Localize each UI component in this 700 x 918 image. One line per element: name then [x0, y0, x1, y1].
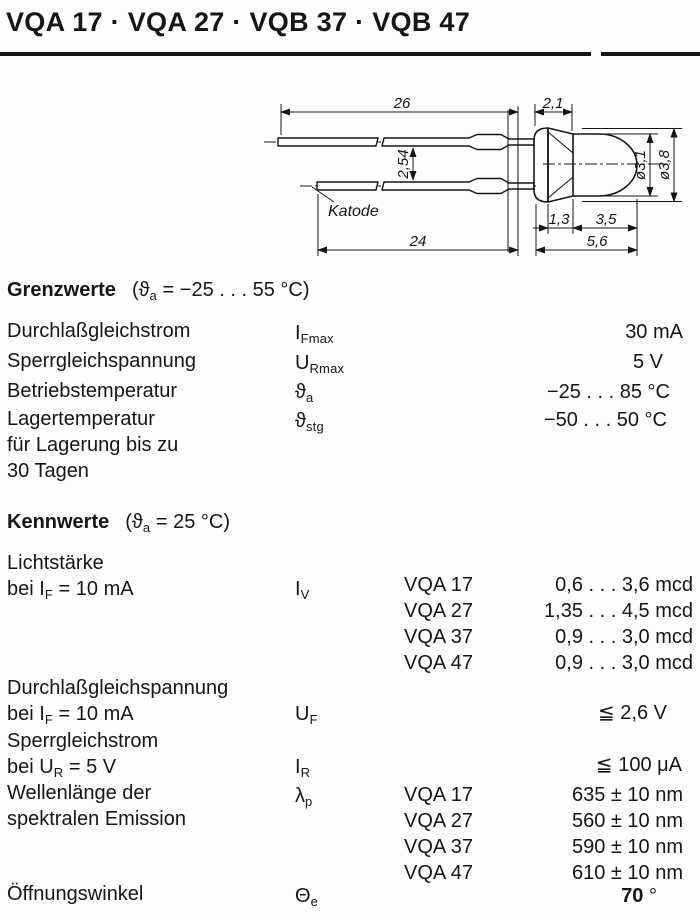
char-row-label: Sperrgleichstrom [7, 730, 159, 752]
type-label: VQA 27 [404, 600, 473, 622]
limits-row-symbol: $ϑ_a$ [295, 381, 314, 405]
type-label: VQA 37 [404, 626, 473, 648]
limits-row-label: Betriebstemperatur [7, 380, 178, 402]
char-row-symbol: $U_F$ [295, 703, 318, 727]
char-row-value: 70 ° [621, 885, 657, 907]
char-row-label: Lichtstärke [7, 552, 104, 574]
char-row-symbol: $I_V$ [295, 578, 310, 602]
type-value: 560 ± 10 nm [571, 810, 683, 832]
type-value: 0,9 . . . 3,0 mcd [555, 626, 693, 648]
char-row-label: Wellenlänge der [7, 782, 152, 804]
char-row-label2: spektralen Emission [7, 808, 186, 830]
char-row-value: ≦ 2,6 V [597, 702, 667, 724]
limits-row-symbol: $ϑ_{stg}$ [295, 410, 324, 434]
limits-condition: ($ϑ_a = -25$ . . . 55 °C) [131, 279, 310, 303]
characteristics-condition: ($ϑ_a = 25$ °C) [125, 511, 230, 535]
limits-row-symbol: $I_{Fmax}$ [295, 322, 334, 346]
katode-label: Katode [328, 203, 379, 220]
header-rule-right [601, 52, 700, 56]
type-label: VQA 17 [404, 784, 473, 806]
limits-row-label: Lagertemperatur [7, 408, 155, 430]
limits-row-value: 30 mA [625, 321, 683, 343]
char-row-label: Durchlaßgleichspannung [7, 677, 229, 699]
char-row-label2: bei $I_F = 10$ mA [7, 578, 134, 602]
dim-lead-top: 26 [393, 95, 411, 112]
limits-row-label: 30 Tagen [7, 460, 89, 482]
type-value: 590 ± 10 nm [571, 836, 683, 858]
type-value: 610 ± 10 nm [571, 862, 683, 884]
led-dome [573, 134, 637, 196]
type-label: VQA 37 [404, 836, 473, 858]
led-body [534, 128, 637, 202]
type-label: VQA 27 [404, 810, 473, 832]
limits-row-value: −50 . . . 50 °C [543, 409, 667, 431]
centerlines [264, 142, 670, 186]
char-row-label2: bei $U_R = 5$ V [7, 756, 117, 780]
page-title: VQA 17 · VQA 27 · VQB 37 · VQB 47 [6, 7, 471, 37]
char-row-label: Öffnungswinkel [7, 883, 144, 905]
cathode-lead [317, 179, 534, 194]
type-label: VQA 47 [404, 652, 473, 674]
dim-cap: 2,1 [542, 95, 564, 112]
limits-row-value: 5 V [632, 351, 663, 373]
type-value: 635 ± 10 nm [571, 784, 683, 806]
dim-dome: 3,5 [595, 211, 617, 228]
dim-dia-dome: ø3,1 [632, 149, 649, 181]
type-value: 0,9 . . . 3,0 mcd [555, 652, 693, 674]
dim-body: 5,6 [586, 233, 608, 250]
anode-lead [278, 135, 534, 150]
dim-pitch: 2,54 [395, 149, 412, 179]
char-row-symbol: $\lambda_p$ [295, 785, 313, 809]
limits-row-symbol: $U_{Rmax}$ [295, 352, 345, 376]
dim-flange: 1,3 [548, 211, 570, 228]
type-label: VQA 17 [404, 574, 473, 596]
char-row-label2: bei $I_F = 10$ mA [7, 703, 134, 727]
char-row-value: ≦ 100 μA [595, 754, 682, 776]
char-row-symbol: $I_R$ [295, 756, 311, 780]
limits-heading-text: Grenzwerte [7, 279, 116, 301]
dim-dia-flange: ø3,8 [656, 149, 673, 181]
header-rule-left [0, 52, 591, 56]
characteristics-heading-text: Kennwerte [7, 511, 110, 533]
led-dimension-drawing [250, 82, 700, 270]
limits-heading [7, 279, 310, 302]
limits-row-label: Durchlaßgleichstrom [7, 320, 191, 342]
type-value: 0,6 . . . 3,6 mcd [555, 574, 693, 596]
limits-row-value: −25 . . . 85 °C [546, 381, 670, 403]
limits-row-label: Sperrgleichspannung [7, 350, 197, 372]
characteristics-heading [7, 511, 230, 534]
limits-row-label: für Lagerung bis zu [7, 434, 179, 456]
type-label: VQA 47 [404, 862, 473, 884]
dim-lead-bottom: 24 [409, 233, 427, 250]
char-row-symbol: $\Theta_e$ [295, 885, 318, 909]
type-value: 1,35 . . . 4,5 mcd [544, 600, 693, 622]
